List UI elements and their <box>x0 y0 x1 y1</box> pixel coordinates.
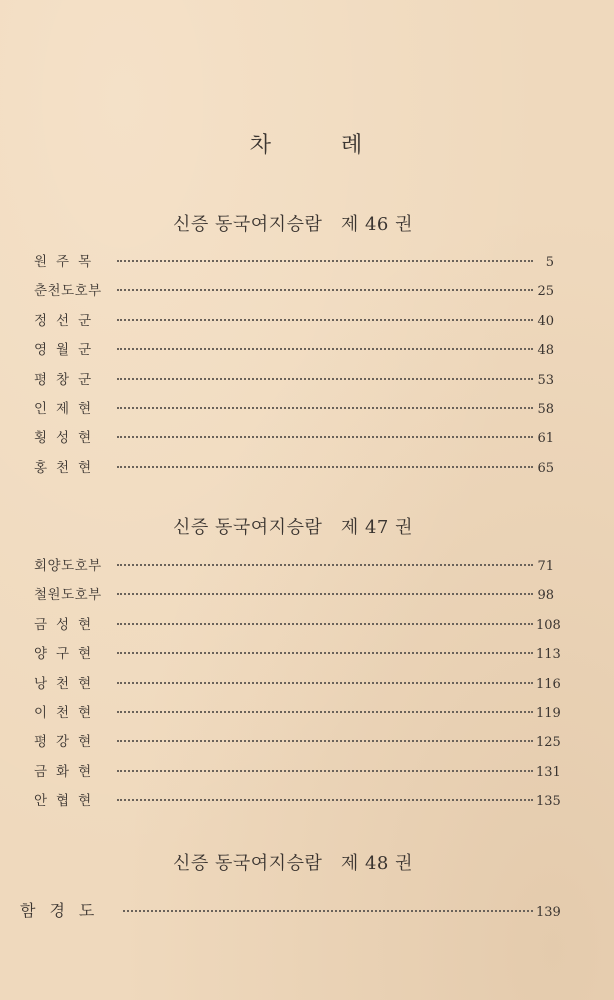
toc-entry <box>34 456 554 485</box>
page-number: 108 <box>536 617 561 633</box>
page-number: 53 <box>537 372 554 388</box>
dot-leader <box>117 289 533 291</box>
dot-leader <box>117 682 533 684</box>
entry-name: 회양도호부 <box>34 558 102 574</box>
page-number: 5 <box>545 255 554 270</box>
entry-name: 영월군 <box>34 342 101 359</box>
toc-entry <box>34 613 561 642</box>
toc-entry <box>34 309 554 338</box>
page-number: 71 <box>537 559 554 574</box>
page-number: 125 <box>536 735 561 751</box>
page-title <box>0 128 614 159</box>
title-char-left: 차 <box>249 133 273 158</box>
page-number: 131 <box>536 764 561 780</box>
toc-entry <box>34 250 554 279</box>
page-number: 65 <box>537 460 554 476</box>
entry-name: 평강현 <box>34 734 101 751</box>
entry-name: 철원도호부 <box>34 587 102 604</box>
page-number: 119 <box>536 705 561 721</box>
section-heading-46: 신증 동국여지승람 제 46 권 <box>173 214 413 235</box>
entry-name: 함경도 <box>20 901 109 920</box>
page-number: 113 <box>536 647 561 663</box>
page-number: 135 <box>536 794 561 810</box>
toc-entry <box>34 789 561 818</box>
dot-leader <box>117 407 533 409</box>
toc-entry <box>34 642 561 671</box>
dot-leader <box>117 652 533 654</box>
dot-leader <box>117 799 533 801</box>
dot-leader <box>123 910 533 912</box>
entry-name: 양구현 <box>34 646 101 663</box>
entry-name: 횡성현 <box>34 430 101 447</box>
toc-entry <box>34 426 554 455</box>
toc-entry <box>20 898 561 927</box>
dot-leader <box>117 466 533 468</box>
entry-name: 원주목 <box>34 254 101 270</box>
dot-leader <box>117 564 533 566</box>
entry-name: 춘천도호부 <box>34 283 102 300</box>
entry-name: 홍천현 <box>34 459 101 476</box>
entry-name: 평창군 <box>34 371 101 388</box>
toc-entry <box>34 397 554 426</box>
page-number: 116 <box>536 676 561 692</box>
toc-entry <box>34 368 554 397</box>
dot-leader <box>117 378 533 380</box>
page-number: 48 <box>537 343 554 359</box>
entry-name: 낭천현 <box>34 675 101 692</box>
page-number: 139 <box>536 905 561 920</box>
toc-entry <box>34 583 554 612</box>
dot-leader <box>117 593 533 595</box>
toc-entry <box>34 338 554 367</box>
page-number: 61 <box>537 431 554 447</box>
page-number: 58 <box>537 401 554 417</box>
entry-name: 이천현 <box>34 704 101 721</box>
section-heading-48: 신증 동국여지승람 제 48 권 <box>173 853 413 874</box>
toc-list-48 <box>20 898 561 927</box>
dot-leader <box>117 740 533 742</box>
page-number: 98 <box>537 588 554 604</box>
page-number: 40 <box>537 313 554 329</box>
toc-list-46 <box>34 250 554 485</box>
title-char-right: 례 <box>341 133 365 158</box>
dot-leader <box>117 770 533 772</box>
entry-name: 정선군 <box>34 312 101 329</box>
toc-entry <box>34 730 561 759</box>
dot-leader <box>117 319 533 321</box>
entry-name: 인제현 <box>34 400 101 417</box>
toc-entry <box>34 279 554 308</box>
dot-leader <box>117 623 533 625</box>
toc-entry <box>34 701 561 730</box>
toc-entry <box>34 554 554 583</box>
section-heading-47: 신증 동국여지승람 제 47 권 <box>173 517 413 538</box>
dot-leader <box>117 260 533 262</box>
page-number: 25 <box>537 284 554 300</box>
toc-list-47 <box>34 554 561 819</box>
entry-name: 금성현 <box>34 616 101 633</box>
entry-name: 안협현 <box>34 793 101 810</box>
entry-name: 금화현 <box>34 763 101 780</box>
dot-leader <box>117 348 533 350</box>
dot-leader <box>117 436 533 438</box>
dot-leader <box>117 711 533 713</box>
toc-entry <box>34 760 561 789</box>
toc-entry <box>34 672 561 701</box>
